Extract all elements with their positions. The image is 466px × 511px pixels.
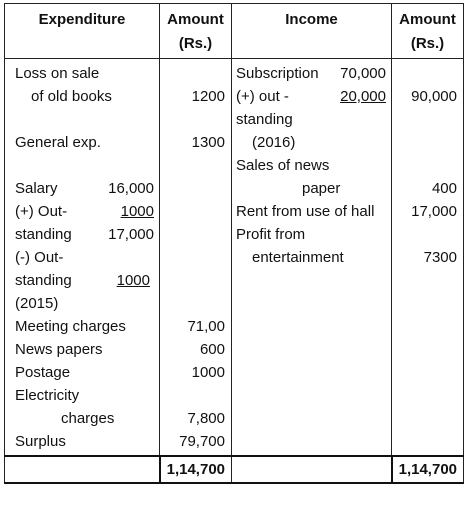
income-standing-line: standing <box>236 111 293 128</box>
total-income-label-cell <box>232 456 392 483</box>
total-expenditure-label-cell <box>5 456 160 483</box>
income-header <box>232 4 392 59</box>
expenditure-particulars <box>5 59 160 457</box>
standing-value: 17,000 <box>108 226 154 243</box>
total-expenditure: 1,14,700 <box>166 461 225 478</box>
profit-amount: 7300 <box>423 249 457 266</box>
profit-line2: entertainment <box>252 249 344 266</box>
outstanding-plus-value: 1000 <box>120 203 154 220</box>
sales-amount: 400 <box>431 180 457 197</box>
total-row <box>5 456 464 483</box>
news-papers-amount: 600 <box>199 341 225 358</box>
income-header-label: Income <box>285 11 338 28</box>
total-income: 1,14,700 <box>398 461 457 478</box>
loss-on-sale-line1: Loss on sale <box>15 65 100 82</box>
sales-line1: Sales of news <box>236 157 330 174</box>
amount-header-label: Amount <box>167 11 224 28</box>
rent-from-hall: Rent from use of hall <box>236 203 375 220</box>
income-amount-header <box>392 4 464 59</box>
rent-amount: 17,000 <box>411 203 457 220</box>
loss-on-sale-line2: of old books <box>31 88 112 105</box>
electricity-line2: charges <box>61 410 115 427</box>
general-expenses-amount: 1300 <box>191 134 225 151</box>
salary-line: Salary 16,000 <box>15 177 154 200</box>
expenditure-header <box>5 4 160 59</box>
header-row <box>5 4 464 59</box>
income-amounts <box>392 59 464 457</box>
amount-unit-label: (Rs.) <box>178 35 213 52</box>
outstanding-line: (+) out - 20,000 <box>236 85 386 108</box>
amount-header-label: Amount <box>399 11 456 28</box>
expenditure-header-label: Expenditure <box>38 11 126 28</box>
general-expenses: General exp. <box>15 134 101 151</box>
sales-line2: paper <box>302 180 341 197</box>
standing-2015-line: standing 1000 <box>15 269 154 292</box>
postage: Postage <box>15 364 71 381</box>
outstanding-plus-line: (+) Out- 1000 <box>15 200 154 223</box>
outstanding-value: 20,000 <box>340 88 386 105</box>
outstanding-minus-line: (-) Out- <box>15 249 64 266</box>
amount-unit-label: (Rs.) <box>410 35 445 52</box>
meeting-charges-amount: 71,00 <box>187 318 225 335</box>
loss-on-sale-amount: 1200 <box>191 88 225 105</box>
expenditure-amounts <box>160 59 232 457</box>
news-papers: News papers <box>15 341 103 358</box>
total-income-cell <box>392 456 464 483</box>
profit-line1: Profit from <box>236 226 306 243</box>
subscription-amount: 90,000 <box>411 88 457 105</box>
postage-amount: 1000 <box>191 364 225 381</box>
expenditure-amount-header <box>160 4 232 59</box>
electricity-amount: 7,800 <box>187 410 225 427</box>
electricity-line1: Electricity <box>15 387 80 404</box>
total-expenditure-cell <box>160 456 232 483</box>
surplus: Surplus <box>15 433 66 450</box>
body-row <box>5 59 464 457</box>
subscription-line: Subscription 70,000 <box>236 62 386 85</box>
surplus-amount: 79,700 <box>179 433 225 450</box>
year-2015: (2015) <box>15 295 59 312</box>
subscription-value: 70,000 <box>340 65 386 82</box>
year-2016: (2016) <box>252 134 296 151</box>
income-expenditure-table <box>4 3 464 484</box>
meeting-charges: Meeting charges <box>15 318 126 335</box>
salary-value: 16,000 <box>108 180 154 197</box>
income-particulars <box>232 59 392 457</box>
standing-2015-value: 1000 <box>116 272 150 289</box>
standing-line: standing 17,000 <box>15 223 154 246</box>
